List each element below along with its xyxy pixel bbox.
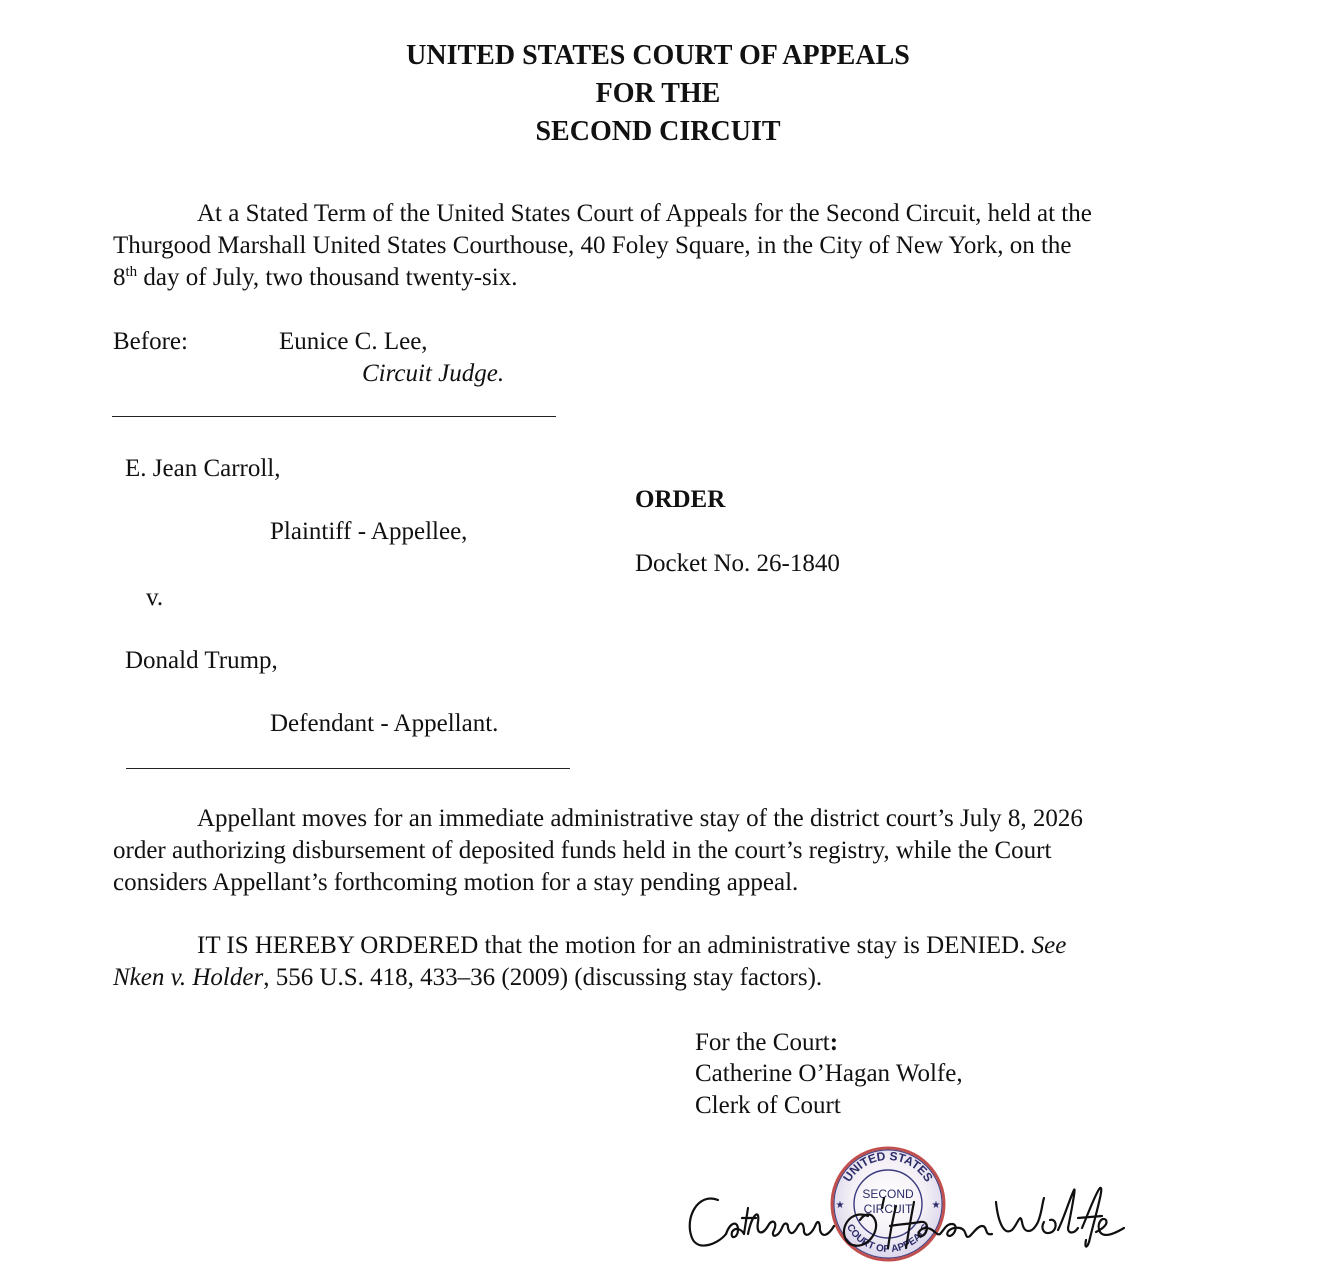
court-title-line2: FOR THE: [595, 78, 721, 109]
intro-day-suffix: th: [125, 264, 138, 280]
plaintiff-role: Plaintiff - Appellee,: [270, 518, 468, 545]
intro-line-1: At a Stated Term of the United States Court of Appeals for the Second Circuit, held at the: [197, 200, 1092, 227]
seal-star-left-icon: ★: [835, 1200, 845, 1211]
divider-bottom: [126, 768, 570, 769]
case-citation: , 556 U.S. 418, 433–36 (2009) (discussing stay factors).: [263, 964, 823, 991]
seal-star-right-icon: ★: [931, 1200, 941, 1211]
before-label: Before:: [113, 328, 188, 355]
order-heading: ORDER: [635, 486, 726, 513]
ruling-see: See: [1031, 932, 1067, 959]
seal-center-line2: CIRCUIT: [863, 1202, 913, 1216]
seal-bottom-text: COURT OF APPEALS: [844, 1222, 932, 1256]
for-the-court: For the Court:: [695, 1029, 839, 1056]
motion-line-2: order authorizing disbursement of deposited funds held in the court’s registry, while the Court: [113, 837, 1052, 864]
plaintiff-name: E. Jean Carroll,: [125, 455, 281, 482]
ruling-main: IT IS HEREBY ORDERED that the motion for an administrative stay is DENIED.: [197, 932, 1032, 959]
motion-line-1: Appellant moves for an immediate administrative stay of the district court’s July 8, 2026: [197, 805, 1083, 832]
court-title-line1: UNITED STATES COURT OF APPEALS: [406, 40, 910, 71]
intro-line-2: Thurgood Marshall United States Courthouse, 40 Foley Square, in the City of New York, on the: [113, 232, 1072, 259]
seal-center-line1: SECOND: [862, 1187, 914, 1201]
defendant-role: Defendant - Appellant.: [270, 710, 499, 737]
intro-line-3-rest: day of July, two thousand twenty-six.: [137, 264, 518, 291]
clerk-title: Clerk of Court: [695, 1092, 841, 1119]
judge-title: Circuit Judge.: [362, 360, 505, 387]
docket-number: Docket No. 26-1840: [635, 550, 840, 577]
ruling-line-2: [113, 962, 1213, 994]
ruling-paragraph: [113, 930, 1213, 994]
defendant-name: Donald Trump,: [125, 647, 278, 674]
intro-paragraph: [113, 198, 1213, 294]
seal-top-text: UNITED STATES: [840, 1148, 936, 1185]
clerk-name: Catherine O’Hagan Wolfe,: [695, 1060, 963, 1087]
intro-day-number: 8: [113, 264, 126, 291]
motion-paragraph: [113, 803, 1213, 899]
motion-line-3: considers Appellant’s forthcoming motion for a stay pending appeal.: [113, 869, 799, 896]
clerk-signature: [678, 1178, 1138, 1260]
divider-top: [112, 416, 556, 417]
versus: v.: [146, 584, 164, 611]
case-name: Nken v. Holder: [113, 964, 264, 991]
court-title-line3: SECOND CIRCUIT: [535, 116, 781, 147]
ruling-line-1: [113, 930, 1213, 962]
judge-name: Eunice C. Lee,: [279, 328, 428, 355]
intro-line-3: [113, 262, 1213, 294]
